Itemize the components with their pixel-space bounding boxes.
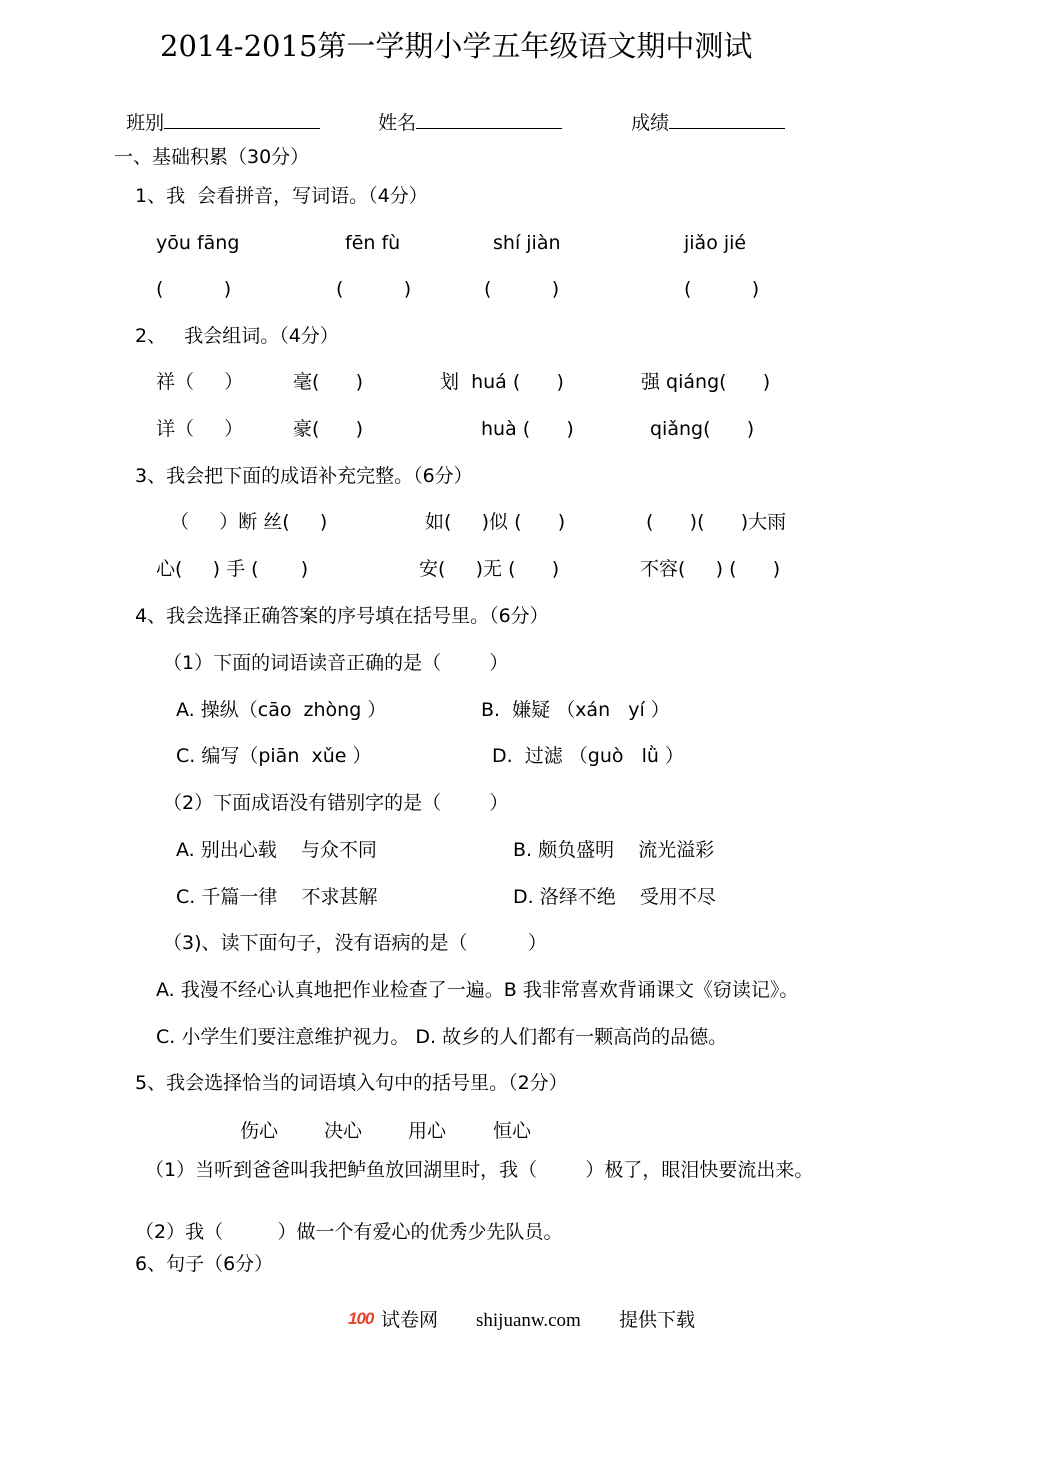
class-field[interactable]	[114, 82, 320, 136]
footer-site[interactable]: shijuanw.com	[476, 1310, 581, 1331]
q6-prompt: 6、句子（6分）	[135, 1253, 274, 1275]
q1-pinyin-4: jiǎo jié	[684, 232, 747, 254]
q3-item-4[interactable]: 心( ) 手 ( )	[156, 558, 309, 580]
class-blank[interactable]	[164, 108, 320, 129]
q5-word-4: 恒心	[493, 1120, 532, 1142]
score-blank[interactable]	[669, 108, 785, 129]
q4-sub1-stem: （1）下面的词语读音正确的是（ ）	[163, 652, 509, 674]
q4-sub2-option-c[interactable]: C. 千篇一律 不求甚解	[176, 886, 378, 908]
q3-item-5[interactable]: 安( )无 ( )	[419, 558, 560, 580]
q1-prompt: 1、我 会看拼音，写词语。（4分）	[135, 185, 428, 207]
q4-sub2-option-b[interactable]: B. 颇负盛明 流光溢彩	[513, 839, 715, 861]
q2-item-4[interactable]: 强 qiáng( )	[641, 371, 771, 393]
score-field[interactable]	[619, 82, 785, 136]
q5-sentence-2[interactable]: （2）我（ ）做一个有爱心的优秀少先队员。	[135, 1221, 563, 1243]
page-title: 2014-2015第一学期小学五年级语文期中测试	[160, 29, 753, 63]
q4-sub1-option-c[interactable]: C. 编写（piān xǔe ）	[176, 745, 372, 767]
q2-item-5[interactable]: 详（ ）	[156, 418, 244, 440]
q3-item-3[interactable]: ( )( )大雨	[646, 511, 787, 533]
q4-sub3-options-ab[interactable]: A. 我漫不经心认真地把作业检查了一遍。B 我非常喜欢背诵课文《窃读记》。	[156, 979, 799, 1001]
q4-sub2-option-a[interactable]: A. 别出心载 与众不同	[176, 839, 377, 861]
q1-blank-4[interactable]: ( )	[684, 278, 760, 300]
q4-sub3-options-cd[interactable]: C. 小学生们要注意维护视力。 D. 故乡的人们都有一颗高尚的品德。	[156, 1026, 728, 1048]
q4-sub1-option-d[interactable]: D. 过滤 （guò lǜ ）	[492, 745, 684, 767]
q2-item-2[interactable]: 毫( )	[293, 371, 364, 393]
q1-pinyin-1: yōu fāng	[156, 232, 240, 254]
q5-prompt: 5、我会选择恰当的词语填入句中的括号里。（2分）	[135, 1072, 568, 1094]
class-label: 班别	[126, 112, 165, 134]
q2-item-6[interactable]: 豪( )	[293, 418, 364, 440]
q5-word-1: 伤心	[240, 1120, 279, 1142]
q2-item-7[interactable]: huà ( )	[481, 418, 574, 440]
q5-word-2: 决心	[324, 1120, 363, 1142]
q3-item-2[interactable]: 如( )似 ( )	[425, 511, 566, 533]
name-blank[interactable]	[416, 108, 562, 129]
logo-100: 100	[348, 1309, 374, 1328]
score-label: 成绩	[631, 112, 670, 134]
q1-blank-3[interactable]: ( )	[484, 278, 560, 300]
q4-sub2-option-d[interactable]: D. 洛绎不绝 受用不尽	[513, 886, 716, 908]
q1-blank-1[interactable]: ( )	[156, 278, 232, 300]
q2-item-8[interactable]: qiǎng( )	[650, 418, 755, 440]
logo-text: 试卷网	[381, 1310, 439, 1331]
q2-item-3[interactable]: 划 huá ( )	[440, 371, 564, 393]
q4-sub1-option-b[interactable]: B. 嫌疑 （xán yí ）	[481, 699, 670, 721]
name-label: 姓名	[378, 112, 417, 134]
q4-prompt: 4、我会选择正确答案的序号填在括号里。（6分）	[135, 605, 549, 627]
q3-prompt: 3、我会把下面的成语补充完整。（6分）	[135, 465, 473, 487]
q5-word-3: 用心	[408, 1120, 447, 1142]
q3-item-1[interactable]: （ ）断 丝( )	[170, 511, 328, 533]
q2-prompt: 2、 我会组词。（4分）	[135, 325, 339, 347]
q2-item-1[interactable]: 祥（ ）	[156, 371, 244, 393]
q4-sub3-stem: （3)、读下面句子，没有语病的是（ ）	[163, 932, 547, 954]
q5-sentence-1[interactable]: （1）当听到爸爸叫我把鲈鱼放回湖里时，我（ ）极了，眼泪快要流出来。	[145, 1159, 814, 1181]
q1-pinyin-3: shí jiàn	[493, 232, 561, 254]
q1-pinyin-2: fēn fù	[345, 232, 401, 254]
q3-item-6[interactable]: 不容( ) ( )	[640, 558, 781, 580]
q4-sub2-stem: （2）下面成语没有错别字的是（ ）	[163, 792, 509, 814]
name-field[interactable]	[366, 82, 562, 136]
section-heading: 一、基础积累（30分）	[114, 146, 310, 168]
q1-blank-2[interactable]: ( )	[336, 278, 412, 300]
q4-sub1-option-a[interactable]: A. 操纵（cāo zhòng ）	[176, 699, 387, 721]
footer-download: 提供下载	[619, 1310, 696, 1331]
